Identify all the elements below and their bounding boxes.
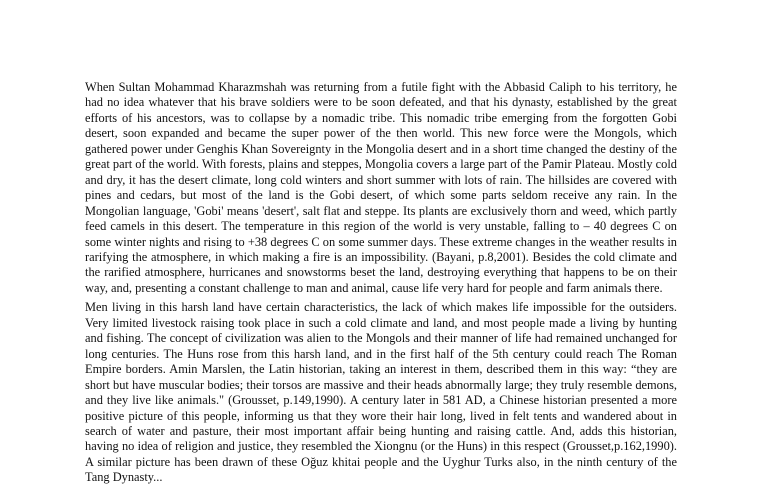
paragraph-climate: When Sultan Mohammad Kharazmshah was returning from a futile fight with the Abbasid Caliph to his territory, he had no idea whatever that his brave soldiers were to be soon defeated, and that his dynasty, established by the great efforts of his ancestors, was to collapse by a nomadic tribe. This nomadic tribe emerging from the forgotten Gobi desert, soon expanded and became the super power of the then world. This new force were the Mongols, which gathered power under Genghis Khan Sovereignty in the Mongolia desert and in a short time changed the destiny of the great part of the world. With forests, plains and steppes, Mongolia covers a large part of the Pamir Plateau. Mostly cold and dry, it has the desert climate, long cold winters and short summer with lots of rain. The hillsides are covered with pines and cedars, but most of the land is the Gobi desert, of which some parts seldom receive any rain. In the Mongolian language, 'Gobi' means 'desert', salt flat and steppe. Its plants are exclusively thorn and weed, which partly feed camels in this desert. The temperature in this region of the world is very unstable, falling to – 40 degrees C on some winter nights and rising to +38 degrees C on some summer days. These extreme changes in the weather results in rarifying the atmosphere, in which making a fire is an impossibility. (Bayani, p.8,2001). Besides the cold climate and the rarified atmosphere, hurricanes and snowstorms beset the land, destroying everything that happens to be on their way, and, presenting a constant challenge to man and animal, cause life very hard for people and farm animals there.	[85, 80, 677, 295]
paragraph-people: Men living in this harsh land have certain characteristics, the lack of which makes life impossible for the outsiders. Very limited livestock raising took place in such a cold climate and land, and most people made a living by hunting and fishing. The concept of civilization was alien to the Mongols and their manner of life had remained unchanged for long centuries. The Huns rose from this harsh land, and in the first half of the 5th century could reach The Roman Empire borders. Amin Marslen, the Latin historian, taking an interest in them, described them in this way: “they are short but have muscular bodies; their torsos are massive and their heads abnormally large; they truly resemble demons, and they live like animals." (Grousset, p.149,1990). A century later in 581 AD, a Chinese historian presented a more positive picture of this people, informing us that they wore their hair long, lived in felt tents and wandered about in search of water and pasture, their most important affair being hunting and raising cattle. And, adds this historian, having no idea of religion and justice, they resembled the Xiongnu (or the Huns) in this respect (Grousset,p.162,1990). A similar picture has been drawn of these Oğuz khitai people and the Uyghur Turks also, in the ninth century of the Tang Dynasty...	[85, 300, 677, 485]
document-body	[85, 80, 677, 490]
